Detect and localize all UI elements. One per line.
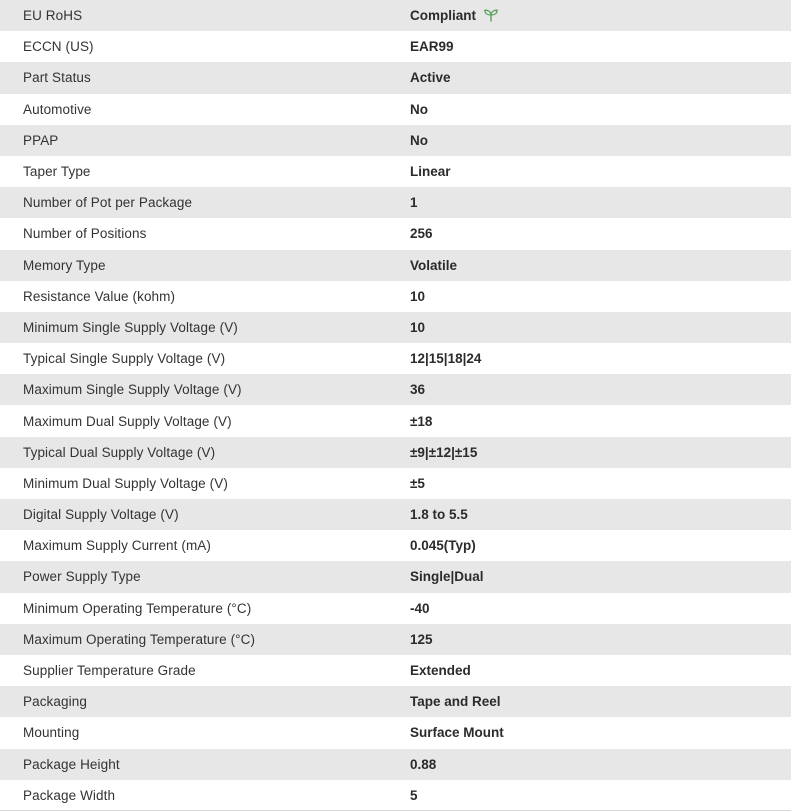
table-row — [0, 312, 791, 343]
spec-label: Part Status — [23, 70, 91, 86]
spec-value-cell — [388, 94, 791, 125]
spec-label: Minimum Operating Temperature (°C) — [23, 600, 252, 616]
spec-value: -40 — [410, 600, 430, 616]
table-row — [0, 31, 791, 62]
spec-value-cell — [388, 250, 791, 281]
spec-label: Minimum Single Supply Voltage (V) — [23, 319, 238, 335]
table-row — [0, 686, 791, 717]
spec-value: Compliant — [410, 8, 476, 24]
table-row — [0, 717, 791, 748]
spec-label: ECCN (US) — [23, 39, 94, 55]
spec-value-cell — [388, 655, 791, 686]
spec-label: Memory Type — [23, 257, 106, 273]
spec-value: Linear — [410, 164, 451, 180]
spec-value: 0.045(Typ) — [410, 538, 476, 554]
table-row — [0, 655, 791, 686]
spec-label: Maximum Supply Current (mA) — [23, 538, 211, 554]
spec-value-cell — [388, 593, 791, 624]
spec-value: No — [410, 132, 428, 148]
spec-label: Typical Single Supply Voltage (V) — [23, 351, 226, 367]
leaf-icon — [483, 8, 499, 22]
spec-value: 256 — [410, 226, 433, 242]
table-row — [0, 250, 791, 281]
spec-label: Digital Supply Voltage (V) — [23, 507, 179, 523]
spec-label: Resistance Value (kohm) — [23, 288, 176, 304]
spec-value-cell — [388, 62, 791, 93]
spec-value: ±18 — [410, 413, 433, 429]
spec-value-cell — [388, 530, 791, 561]
spec-value: Volatile — [410, 257, 458, 273]
spec-value: No — [410, 101, 428, 117]
table-row — [0, 125, 791, 156]
spec-value-cell — [388, 780, 791, 811]
spec-value: 36 — [410, 382, 426, 398]
spec-value-cell — [388, 686, 791, 717]
spec-label: Maximum Dual Supply Voltage (V) — [23, 413, 232, 429]
spec-value: 0.88 — [410, 756, 437, 772]
spec-value: 10 — [410, 288, 426, 304]
table-row — [0, 218, 791, 249]
spec-value: 12|15|18|24 — [410, 351, 482, 367]
spec-value: Tape and Reel — [410, 694, 501, 710]
spec-label: EU RoHS — [23, 8, 83, 24]
spec-value-cell — [388, 749, 791, 780]
table-row — [0, 343, 791, 374]
spec-value-cell — [388, 156, 791, 187]
spec-label: Packaging — [23, 694, 87, 710]
spec-value-cell — [388, 717, 791, 748]
table-row — [0, 374, 791, 405]
table-row — [0, 561, 791, 592]
spec-value: 125 — [410, 631, 433, 647]
spec-label: Power Supply Type — [23, 569, 141, 585]
table-row — [0, 624, 791, 655]
spec-label: PPAP — [23, 132, 59, 148]
spec-label: Package Width — [23, 787, 116, 803]
spec-value-cell — [388, 125, 791, 156]
table-row — [0, 530, 791, 561]
spec-value: 1.8 to 5.5 — [410, 507, 468, 523]
spec-value-cell — [388, 187, 791, 218]
table-row — [0, 593, 791, 624]
table-row — [0, 281, 791, 312]
spec-value: 1 — [410, 195, 418, 211]
table-row — [0, 437, 791, 468]
table-row — [0, 780, 791, 811]
spec-label: Maximum Operating Temperature (°C) — [23, 631, 256, 647]
spec-label: Mounting — [23, 725, 80, 741]
table-row — [0, 499, 791, 530]
table-row — [0, 62, 791, 93]
spec-label: Minimum Dual Supply Voltage (V) — [23, 475, 228, 491]
spec-label: Typical Dual Supply Voltage (V) — [23, 444, 216, 460]
spec-value-cell — [388, 561, 791, 592]
spec-value-cell — [388, 218, 791, 249]
spec-value-cell — [388, 281, 791, 312]
table-row — [0, 749, 791, 780]
spec-label: Automotive — [23, 101, 92, 117]
spec-value: Active — [410, 70, 451, 86]
spec-value: 10 — [410, 319, 426, 335]
spec-value: ±5 — [410, 475, 425, 491]
table-row — [0, 156, 791, 187]
spec-label: Package Height — [23, 756, 120, 772]
spec-label: Taper Type — [23, 164, 91, 180]
spec-value-cell — [388, 31, 791, 62]
table-row — [0, 0, 791, 31]
table-row — [0, 94, 791, 125]
spec-value-cell — [388, 405, 791, 436]
spec-value: 5 — [410, 787, 418, 803]
table-row — [0, 405, 791, 436]
table-row — [0, 468, 791, 499]
spec-value-cell — [388, 312, 791, 343]
spec-value-cell — [388, 343, 791, 374]
spec-value: Single|Dual — [410, 569, 484, 585]
spec-label: Supplier Temperature Grade — [23, 663, 196, 679]
spec-label: Number of Positions — [23, 226, 147, 242]
spec-label: Number of Pot per Package — [23, 195, 193, 211]
spec-value-cell — [388, 0, 791, 31]
table-row — [0, 187, 791, 218]
spec-value-cell — [388, 499, 791, 530]
spec-label: Maximum Single Supply Voltage (V) — [23, 382, 242, 398]
spec-value-cell — [388, 374, 791, 405]
spec-value-cell — [388, 437, 791, 468]
spec-value: Extended — [410, 663, 471, 679]
spec-value: EAR99 — [410, 39, 454, 55]
spec-value: ±9|±12|±15 — [410, 444, 478, 460]
spec-value-cell — [388, 624, 791, 655]
spec-value: Surface Mount — [410, 725, 504, 741]
spec-value-cell — [388, 468, 791, 499]
